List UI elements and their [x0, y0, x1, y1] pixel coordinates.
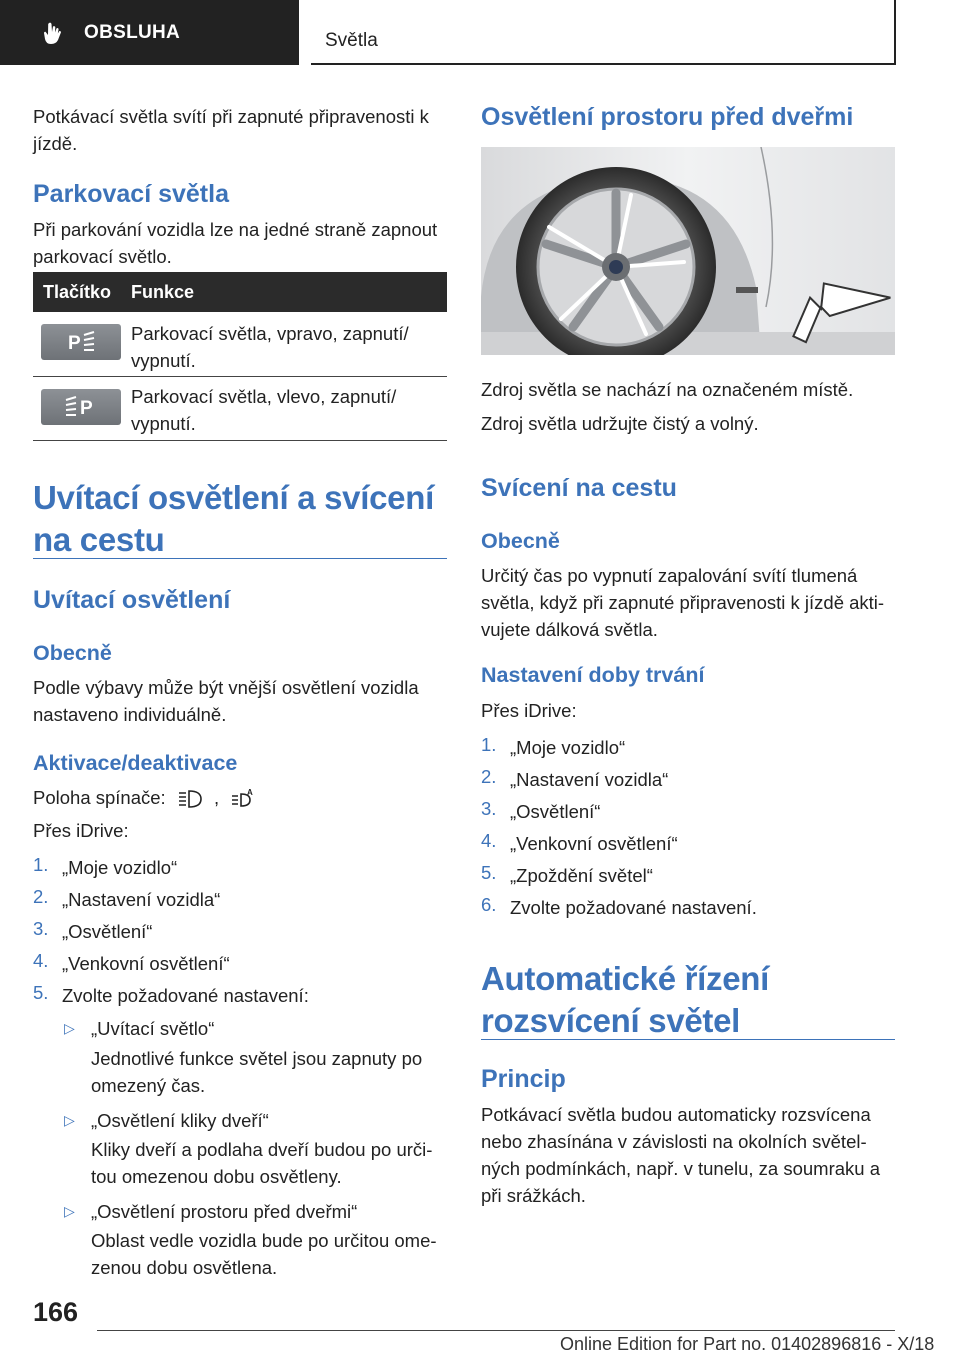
switch-position-label: Poloha spínače:	[33, 787, 166, 808]
step-number: 1.	[481, 734, 497, 755]
general-text: Určitý čas po vypnutí zapalování svítí tlumená světla, když při zapnuté připravenosti k jízdě akti- vujete dálková světla.	[481, 565, 885, 640]
parking-light-right-button	[41, 324, 121, 360]
list-item: „Zpoždění světel“	[510, 865, 653, 886]
list-item: „Nastavení vozidla“	[510, 769, 669, 790]
table-header	[33, 272, 447, 312]
list-item: „Moje vozidlo“	[510, 737, 626, 758]
section-header	[0, 0, 299, 65]
table-header-function: Funkce	[131, 282, 195, 302]
svg-text:P: P	[80, 398, 93, 419]
triangle-bullet-icon: ▷	[64, 1203, 75, 1219]
chapter-title: Světla	[325, 30, 378, 51]
general-heading: Obecně	[481, 529, 560, 553]
general-text: Podle výbavy může být vnější osvětlení vozidla nastaveno individuálně.	[33, 677, 419, 725]
list-item: „Venkovní osvětlení“	[62, 953, 230, 974]
path-lights-heading: Svícení na cestu	[481, 474, 677, 502]
chapter-header	[311, 0, 896, 65]
table-header-button: Tlačítko	[43, 282, 112, 302]
switch-separator: ,	[213, 787, 220, 808]
step-number: 6.	[481, 894, 497, 915]
heading-divider	[481, 1039, 895, 1040]
triangle-bullet-icon: ▷	[64, 1020, 75, 1036]
list-item: Zvolte požadované nastavení:	[62, 985, 309, 1006]
hand-icon	[40, 20, 66, 46]
via-idrive-label: Přes iDrive:	[481, 700, 577, 721]
door-light-clean-text: Zdroj světla udržujte čistý a volný.	[481, 413, 759, 434]
list-item: „Venkovní osvětlení“	[510, 833, 678, 854]
edition-text: Online Edition for Part no. 01402896816 - X/18	[560, 1334, 935, 1354]
via-idrive-label: Přes iDrive:	[33, 820, 129, 841]
car-wheel-photo	[481, 147, 895, 355]
step-number: 4.	[481, 830, 497, 851]
sub-option-desc: Oblast vedle vozidla bude po určitou ome- zenou dobu osvětlena.	[91, 1230, 437, 1278]
duration-heading: Nastavení doby trvání	[481, 663, 705, 687]
general-heading: Obecně	[33, 641, 112, 665]
footer-divider	[97, 1330, 895, 1331]
low-beam-icon	[177, 788, 203, 810]
table-row	[33, 377, 447, 441]
parking-lights-text: Při parkování vozidla lze na jedné straně zapnout parkovací světlo.	[33, 219, 438, 267]
list-item: Zvolte požadované nastavení.	[510, 897, 757, 918]
sub-option-title: „Osvětlení prostoru před dveřmi“	[91, 1201, 358, 1222]
heading-divider	[33, 558, 447, 559]
step-number: 1.	[33, 854, 49, 875]
parking-light-right-icon	[62, 329, 100, 355]
step-number: 3.	[33, 918, 49, 939]
svg-text:P: P	[68, 333, 81, 354]
step-number: 3.	[481, 798, 497, 819]
auto-light-icon	[230, 788, 256, 810]
page-number: 166	[33, 1297, 79, 1327]
welcome-lights-heading: Uvítací osvětlení a svícení na cestu	[33, 479, 434, 558]
section-title: OBSLUHA	[84, 21, 181, 43]
door-area-heading: Osvětlení prostoru před dveřmi	[481, 103, 854, 131]
svg-text:A: A	[247, 788, 254, 798]
table-row	[33, 312, 447, 377]
parking-light-left-icon	[62, 394, 100, 420]
switch-position	[33, 784, 447, 811]
principle-text: Potkávací světla budou automaticky rozsvícena nebo zhasínána v závislosti na okolních světel- ných podmínkách, např. v tunelu, za soumraku a při srážkách.	[481, 1104, 880, 1206]
welcome-lights-subheading: Uvítací osvětlení	[33, 586, 231, 614]
step-number: 4.	[33, 950, 49, 971]
step-number: 5.	[481, 862, 497, 883]
table-cell-function: Parkovací světla, vpravo, zapnutí/ vypnutí.	[131, 323, 409, 371]
list-item: „Moje vozidlo“	[62, 857, 178, 878]
sub-option-title: „Uvítací světlo“	[91, 1018, 215, 1039]
list-item: „Nastavení vozidla“	[62, 889, 221, 910]
sub-option-desc: Kliky dveří a podlaha dveří budou po urči- tou omezenou dobu osvětleny.	[91, 1139, 433, 1187]
table-cell-function: Parkovací světla, vlevo, zapnutí/ vypnutí.	[131, 386, 397, 434]
principle-heading: Princip	[481, 1065, 566, 1093]
auto-lights-heading: Automatické řízení rozsvícení světel	[481, 960, 770, 1039]
list-item: „Osvětlení“	[510, 801, 601, 822]
intro-text: Potkávací světla svítí při zapnuté připravenosti k jízdě.	[33, 106, 429, 154]
parking-light-left-button	[41, 389, 121, 425]
step-number: 2.	[481, 766, 497, 787]
step-number: 2.	[33, 886, 49, 907]
step-number: 5.	[33, 982, 49, 1003]
parking-lights-heading: Parkovací světla	[33, 180, 229, 208]
sub-option-desc: Jednotlivé funkce světel jsou zapnuty po omezený čas.	[91, 1048, 423, 1096]
activation-heading: Aktivace/deaktivace	[33, 751, 238, 775]
triangle-bullet-icon: ▷	[64, 1112, 75, 1128]
door-light-location-text: Zdroj světla se nachází na označeném místě.	[481, 379, 854, 400]
sub-option-title: „Osvětlení kliky dveří“	[91, 1110, 269, 1131]
list-item: „Osvětlení“	[62, 921, 153, 942]
